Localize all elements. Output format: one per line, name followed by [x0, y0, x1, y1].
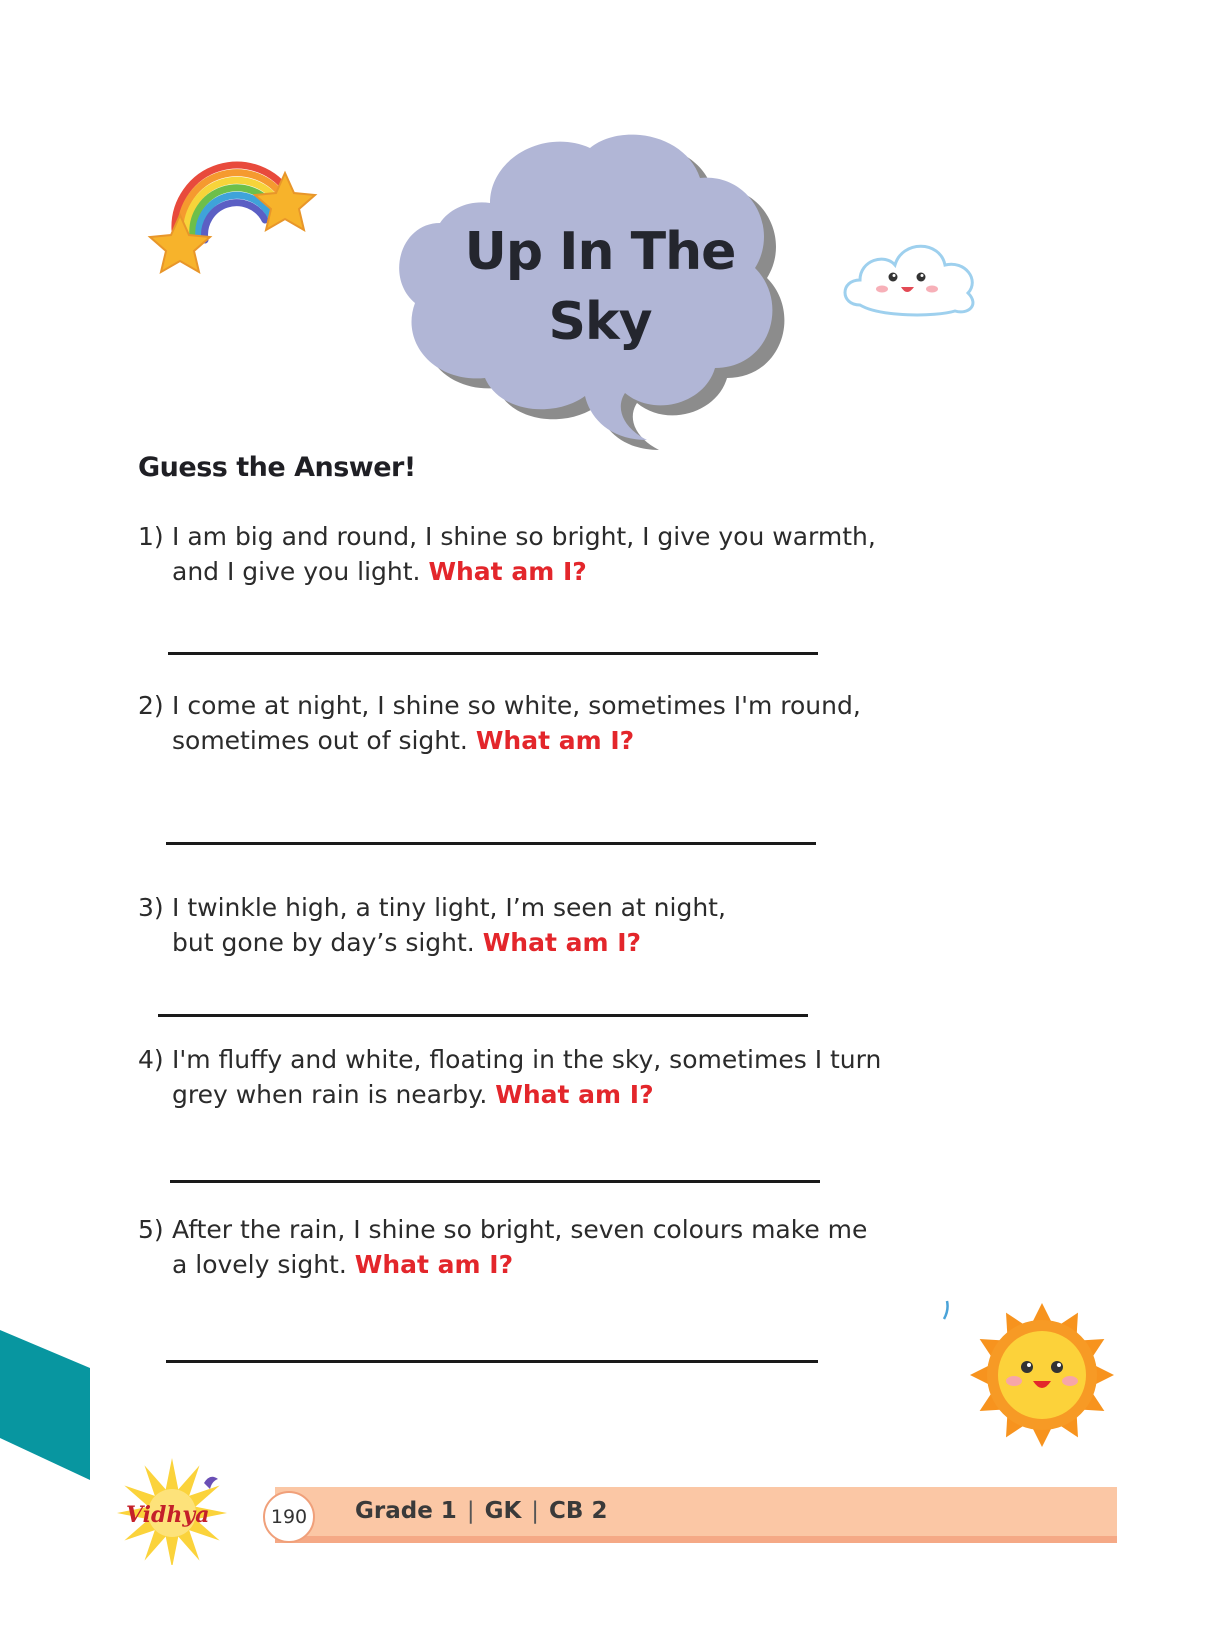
question-2: [138, 688, 958, 758]
question-prompt: What am I?: [354, 1250, 514, 1279]
question-5: [138, 1212, 958, 1282]
footer-band-accent: [275, 1536, 1117, 1543]
footer-separator: |: [531, 1498, 540, 1524]
smiling-cloud-icon: [840, 235, 980, 320]
answer-line-3[interactable]: [158, 1014, 808, 1017]
logo-text: Vidhya: [126, 1502, 210, 1528]
question-text-line1: I come at night, I shine so white, sometimes I'm round,: [172, 691, 861, 720]
question-text-line1: I twinkle high, a tiny light, I’m seen at night,: [172, 893, 726, 922]
question-3: [138, 890, 958, 960]
footer-separator: |: [466, 1498, 475, 1524]
answer-line-4[interactable]: [170, 1180, 820, 1183]
page-title-line2: Sky: [548, 292, 652, 352]
question-text-line1: After the rain, I shine so bright, seven colours make me: [172, 1215, 868, 1244]
footer-book-info: [355, 1498, 607, 1524]
teal-corner-decoration: [0, 1330, 90, 1480]
question-text-line2: grey when rain is nearby.: [172, 1080, 488, 1109]
question-4: [138, 1042, 958, 1112]
footer-grade: Grade 1: [355, 1498, 457, 1524]
question-text-line2: a lovely sight.: [172, 1250, 347, 1279]
question-text-line1: I am big and round, I shine so bright, I give you warmth,: [172, 522, 876, 551]
question-text-line2: but gone by day’s sight.: [172, 928, 475, 957]
question-prompt: What am I?: [475, 726, 635, 755]
page-title-line1: Up In The: [464, 222, 736, 282]
answer-line-5[interactable]: [166, 1360, 818, 1363]
answer-line-2[interactable]: [166, 842, 816, 845]
footer-subject: GK: [484, 1498, 522, 1524]
question-text-line1: I'm fluffy and white, floating in the sky, sometimes I turn: [172, 1045, 882, 1074]
question-number: 1): [138, 522, 164, 551]
answer-line-1[interactable]: [168, 652, 818, 655]
footer-book: CB 2: [549, 1498, 608, 1524]
question-prompt: What am I?: [482, 928, 642, 957]
question-number: 3): [138, 893, 164, 922]
question-prompt: What am I?: [428, 557, 587, 586]
question-prompt: What am I?: [495, 1080, 654, 1109]
rainbow-icon: [140, 140, 325, 290]
decorative-mark-icon: [942, 1300, 950, 1320]
smiling-sun-icon: [962, 1300, 1122, 1450]
question-number: 2): [138, 691, 164, 720]
question-text-line2: sometimes out of sight.: [172, 726, 468, 755]
question-text-line2: and I give you light.: [172, 557, 421, 586]
section-heading: Guess the Answer!: [138, 452, 416, 483]
question-1: [138, 519, 958, 589]
page-number: 190: [263, 1491, 315, 1543]
question-number: 4): [138, 1045, 164, 1074]
question-number: 5): [138, 1215, 164, 1244]
